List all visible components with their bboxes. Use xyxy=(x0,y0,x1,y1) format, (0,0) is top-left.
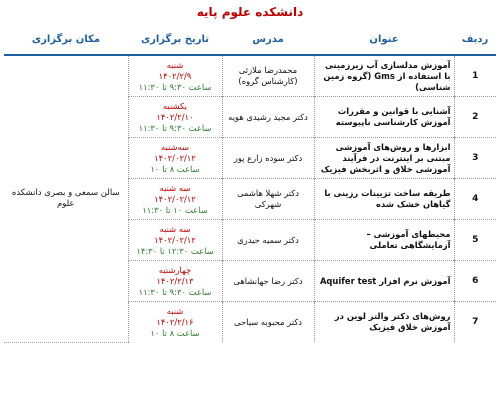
row-teacher: دکتر مجید رشیدی هویه xyxy=(222,97,314,138)
row-date-cell xyxy=(128,302,222,343)
row-title: روش‌های دکتر والتر لوین در آموزش خلاق فیزیک xyxy=(314,302,454,343)
row-time: ساعت ۹:۳۰ تا ۱۱:۳۰ xyxy=(138,286,212,297)
schedule-table xyxy=(4,24,496,343)
page-title: دانشکده علوم پایه xyxy=(196,5,304,19)
row-number: 4 xyxy=(454,179,496,220)
row-title: آموزش مدلسازی آب زیرزمینی با استفاده از Gms (گروه زمین شناسی) xyxy=(314,55,454,97)
row-teacher: دکتر رضا جهانشاهی xyxy=(222,261,314,302)
header-venue: مکان برگزاری xyxy=(4,24,128,55)
row-day: سه شنبه xyxy=(159,182,191,193)
row-date-cell xyxy=(128,97,222,138)
row-day: سه‌شنبه xyxy=(160,141,190,152)
row-title: طریقه ساخت تزیینات رزینی با گیاهان خشک شده xyxy=(314,179,454,220)
row-time: ساعت ۱۰ تا ۱۱:۳۰ xyxy=(142,204,208,215)
row-date-cell xyxy=(128,138,222,179)
header-teacher: مدرس xyxy=(222,24,314,55)
row-day: چهارشنبه xyxy=(158,264,192,275)
venue-cell: سالن سمعی و بصری دانشکده علوم xyxy=(4,55,128,342)
row-date: ۱۴۰۲/۰۲/۱۲ xyxy=(154,234,196,245)
row-date: ۱۴۰۲/۲/۱۳ xyxy=(156,275,194,286)
row-date-cell xyxy=(128,55,222,97)
row-date-cell xyxy=(128,261,222,302)
row-day: شنبه xyxy=(166,305,184,316)
row-teacher: دکتر محبوبه سیاحی xyxy=(222,302,314,343)
row-number: 5 xyxy=(454,220,496,261)
header-date: تاریخ برگزاری xyxy=(128,24,222,55)
row-day: شنبه xyxy=(166,59,184,70)
row-teacher: دکتر سمیه حیدری xyxy=(222,220,314,261)
row-number: 6 xyxy=(454,261,496,302)
row-date-cell xyxy=(128,179,222,220)
row-number: 1 xyxy=(454,55,496,97)
row-time: ساعت ۸ تا ۱۰ xyxy=(150,327,200,338)
row-time: ساعت ۸ تا ۱۰ xyxy=(150,163,200,174)
row-date: ۱۴۰۲/۲/۹ xyxy=(158,70,192,81)
row-teacher: محمدرضا ملازئی (کارشناس گروه) xyxy=(222,55,314,97)
row-title: ابزارها و روش‌های آموزشی مبتنی بر اینترنت در فرآیند آموزشی خلاق و اثربخش فیزیک xyxy=(314,138,454,179)
row-number: 2 xyxy=(454,97,496,138)
row-time: ساعت ۱۲:۳۰ تا ۱۴:۳۰ xyxy=(136,245,214,256)
row-date: ۱۴۰۲/۰۲/۱۲ xyxy=(154,152,196,163)
row-time: ساعت ۹:۳۰ تا ۱۱:۳۰ xyxy=(138,122,212,133)
row-day: یکشنبه xyxy=(163,100,187,111)
row-date-cell xyxy=(128,220,222,261)
header-num: ردیف xyxy=(454,24,496,55)
header-title: عنوان xyxy=(314,24,454,55)
header-row xyxy=(4,24,496,55)
row-teacher: دکتر شهلا هاشمی شهرکی xyxy=(222,179,314,220)
row-teacher: دکتر سوده زارع پور xyxy=(222,138,314,179)
row-title: آشنایی با قوانین و مقررات آموزش کارشناسی ناپیوسته xyxy=(314,97,454,138)
row-day: سه شنبه xyxy=(159,223,191,234)
row-number: 3 xyxy=(454,138,496,179)
row-date: ۱۴۰۲/۲/۱۰ xyxy=(156,111,194,122)
row-date: ۱۴۰۲/۲/۱۶ xyxy=(156,316,194,327)
row-date: ۱۴۰۲/۰۲/۱۲ xyxy=(154,193,196,204)
table-row xyxy=(4,55,496,97)
row-title: آموزش نرم افزار Aquifer test xyxy=(314,261,454,302)
row-number: 7 xyxy=(472,316,479,327)
row-time: ساعت ۹:۳۰ تا ۱۱:۳۰ xyxy=(138,81,212,92)
row-title: محیطهای آموزشی – آزمایشگاهی تعاملی xyxy=(314,220,454,261)
